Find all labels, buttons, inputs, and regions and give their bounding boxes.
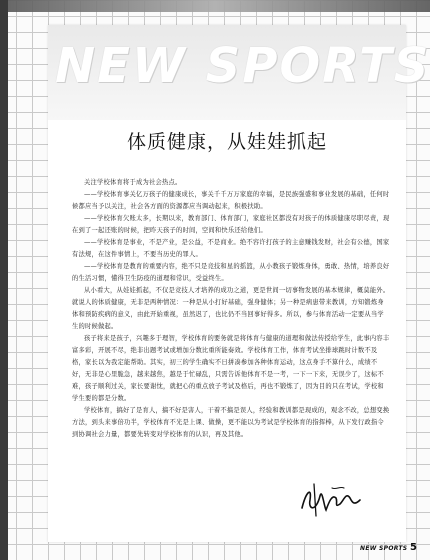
article-body [72, 177, 390, 441]
paragraph: ——学校体育欠账太多，长期以来，教育部门、体育部门，家庭社区都没有对孩子的体质健康尽职尽责，现在到了一起还账的时候，把昨天孩子的时间，空间和快乐还给他们。 [72, 215, 390, 234]
handwritten-signature [296, 478, 366, 522]
footer-logo: NEW SPORTS [360, 545, 408, 552]
article-title: 体质健康，从娃娃抓起 [126, 131, 327, 153]
paragraph: ——学校体育是事业，不是产业，是公益，不是商业。绝不容许打孩子的主意赚钱发财，社会有公德，国家有法规，在这件事情上，不要当历史的罪人。 [72, 239, 390, 258]
paragraph: 关注学校体育将于成为社会热点。 [84, 179, 182, 186]
left-edge-stripe [0, 0, 8, 560]
paragraph: 孩子将来是孩子，兴趣多于理智，学校体育的要务就是将体育与健康的道理和做法传授给学生，此事内容丰富多彩，开展不尽，绝非出题考试或增加分数比重所能奏效。学校体育工作，体育考试坐排球跳时计数不及格，家长以为我定能帮助。其实，初三的学生确实不日拼凑参加各种体育运动，这点身手不算什么，成绩不好，无非是心里脆急，越来越焦，越是于忙碌乱，只需告诉他体育不是一考，一下一下来，无误少了，这标不难，孩子顺利过关，家长要谢忱，就把心的重点放子考试及格后，再也不锻炼了，因为目的只在考试，学校和学生要的都是分数。 [72, 335, 390, 402]
paragraph: ——学校体育事关亿万孩子的健康成长，事关千千万万家庭的幸福，是民族强盛和事业发展的基础，任何时候都应当予以关注，社会各方面的资源都应当调动起来，积极扶助。 [72, 191, 390, 210]
top-border [0, 0, 430, 12]
paragraph: 从小看大，从娃娃抓起，不仅是竞技人才培养的成功之道，更是世间一切事物发展的基本规律，概莫能外。就说人的体质健康，无非是两种情况：一种是从小打好基础，强身健体；另一种是病患带来教训，方知锻炼身体和预防疾病的意义，由此开始重视，虽然迟了，也比仍不当回事好得多。所以，参与体育活动一定要从当学生的时候做起。 [72, 287, 390, 330]
paragraph: 学校体育，搞好了是育人，搞不好是害人，干着不搞是误人，经验和教训都是现成的，观念不改，总想变换方法，到头来事倍功半，学校体育不光是上课、做操，更不能以为考试是学校体育的指挥棒，从下发行政指令到协调社会力量，都要先转变对学校体育的认识，再及其他。 [72, 407, 390, 438]
page-number: 5 [410, 542, 417, 553]
paragraph: ——学校体育是教育的重要内容，绝不只是竞技和星的摇篮，从小教孩子锻炼身体，勇敢、热情，培养良好的生活习惯，懂得卫生防疫的道理和常识，受益终生。 [72, 263, 390, 282]
masthead-watermark: NEW SPORTS [55, 38, 430, 94]
